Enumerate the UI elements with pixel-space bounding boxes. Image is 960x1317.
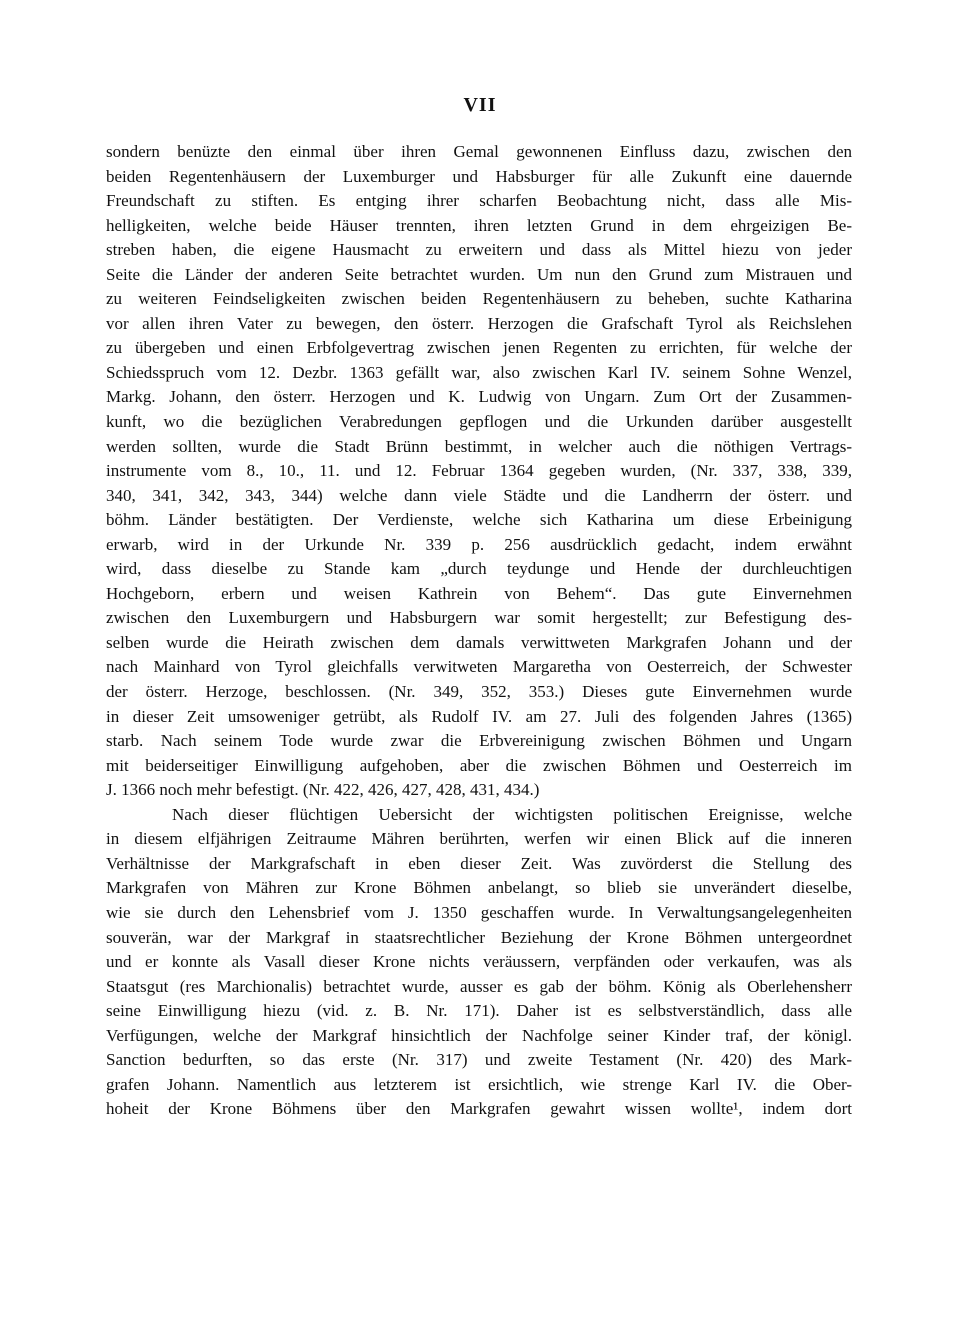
text-line: souverän, war der Markgraf in staatsrechtlicher Beziehung der Krone Böhmen untergeordnet bbox=[106, 927, 852, 947]
text-line: Hochgeborn, erbern und weisen Kathrein von Behem“. Das gute Einvernehmen bbox=[106, 583, 852, 603]
text-line: wie sie durch den Lehensbrief vom J. 1350 geschaffen wurde. In Verwaltungsangelegenheiten bbox=[106, 902, 852, 922]
text-line: Sanction bedurften, so das erste (Nr. 317) und zweite Testament (Nr. 420) des Mark- bbox=[106, 1050, 852, 1070]
text-line: Verfügungen, welche der Markgraf hinsichtlich der Nachfolge seiner Kinder traf, der königl. bbox=[106, 1025, 852, 1045]
text-line: hoheit der Krone Böhmens über den Markgrafen gewahrt wissen wollte¹, indem dort bbox=[106, 1099, 852, 1119]
text-line: Seite die Länder der anderen Seite betrachtet wurden. Um nun den Grund zum Mistrauen und bbox=[106, 264, 852, 284]
text-line: Markgrafen von Mähren zur Krone Böhmen anbelangt, so blieb sie unverändert dieselbe, bbox=[106, 878, 852, 898]
text-line: streben haben, die eigene Hausmacht zu erweitern und dass als Mittel hiezu von jeder bbox=[106, 240, 852, 260]
text-line: Markg. Johann, den österr. Herzogen und K. Ludwig von Ungarn. Zum Ort der Zusammen- bbox=[106, 387, 852, 407]
text-line: der österr. Herzoge, beschlossen. (Nr. 349, 352, 353.) Dieses gute Einvernehmen wurde bbox=[106, 682, 852, 702]
text-line: Freundschaft zu stiften. Es entging ihrer scharfen Beobachtung nicht, dass alle Mis- bbox=[106, 191, 852, 211]
text-line: seine Einwilligung hiezu (vid. z. B. Nr. 171). Daher ist es selbstverständlich, dass alle bbox=[106, 1001, 852, 1021]
text-line: Staatsgut (res Marchionalis) betrachtet wurde, ausser es gab der böhm. König als Oberlehensherr bbox=[106, 976, 852, 996]
text-line: kunft, wo die bezüglichen Verabredungen gepflogen und die Urkunden darüber ausgestellt bbox=[106, 412, 852, 432]
text-line: selben wurde die Heirath zwischen dem damals verwittweten Markgrafen Johann und der bbox=[106, 632, 852, 652]
page-number: VII bbox=[463, 94, 497, 116]
text-line: und er konnte als Vasall dieser Krone nichts veräussern, verpfänden oder verkaufen, was als bbox=[106, 952, 852, 972]
body-text bbox=[106, 140, 852, 1122]
text-line: J. 1366 noch mehr befestigt. (Nr. 422, 426, 427, 428, 431, 434.) bbox=[106, 780, 540, 800]
text-line: werden sollten, wurde die Stadt Brünn bestimmt, in welcher auch die nöthigen Vertrags- bbox=[106, 436, 852, 456]
text-line: in dieser Zeit umsoweniger getrübt, als Rudolf IV. am 27. Juli des folgenden Jahres (1365) bbox=[106, 706, 852, 726]
text-line: zu übergeben und einen Erbfolgevertrag zwischen jenen Regenten zu errichten, für welche der bbox=[106, 338, 852, 358]
text-line: instrumente vom 8., 10., 11. und 12. Februar 1364 gegeben wurden, (Nr. 337, 338, 339, bbox=[106, 461, 852, 481]
text-line: wird, dass dieselbe zu Stande kam „durch teydunge und Hende der durchleuchtigen bbox=[106, 559, 852, 579]
text-line: beiden Regentenhäusern der Luxemburger und Habsburger für alle Zukunft eine dauernde bbox=[106, 166, 852, 186]
text-line: erwarb, wird in der Urkunde Nr. 339 p. 256 ausdrücklich gedacht, indem erwähnt bbox=[106, 534, 852, 554]
text-line: vor allen ihren Vater zu bewegen, den österr. Herzogen die Grafschaft Tyrol als Reichslehen bbox=[106, 313, 852, 333]
text-line: nach Mainhard von Tyrol gleichfalls verwitweten Margaretha von Oesterreich, der Schwester bbox=[106, 657, 852, 677]
text-line: mit beiderseitiger Einwilligung aufgehoben, aber die zwischen Böhmen und Oesterreich im bbox=[106, 755, 852, 775]
text-line: zu weiteren Feindseligkeiten zwischen beiden Regentenhäusern zu beheben, suchte Katharina bbox=[106, 289, 852, 309]
text-line: sondern benüzte den einmal über ihren Gemal gewonnenen Einfluss dazu, zwischen den bbox=[106, 142, 852, 161]
text-line: Schiedsspruch vom 12. Dezbr. 1363 gefällt war, also zwischen Karl IV. seinem Sohne Wenzel, bbox=[106, 362, 852, 382]
text-line: Nach dieser flüchtigen Uebersicht der wichtigsten politischen Ereignisse, welche bbox=[172, 804, 852, 824]
text-line: böhm. Länder bestätigten. Der Verdienste, welche sich Katharina um diese Erbeinigung bbox=[106, 510, 852, 530]
text-line: starb. Nach seinem Tode wurde zwar die Erbvereinigung zwischen Böhmen und Ungarn bbox=[106, 731, 852, 751]
text-line: in diesem elfjährigen Zeitraume Mähren berührten, werfen wir einen Blick auf die inneren bbox=[106, 829, 852, 849]
text-line: helligkeiten, welche beide Häuser trennten, ihren letzten Grund in dem ehrgeizigen Be- bbox=[106, 215, 852, 235]
text-line: 340, 341, 342, 343, 344) welche dann viele Städte und die Landherrn der österr. und bbox=[106, 485, 852, 505]
text-line: Verhältnisse der Markgrafschaft in eben dieser Zeit. Was zuvörderst die Stellung des bbox=[106, 853, 852, 873]
text-line: zwischen den Luxemburgern und Habsburgern war somit hergestellt; zur Befestigung des- bbox=[106, 608, 852, 628]
text-line: grafen Johann. Namentlich aus letzterem ist ersichtlich, wie strenge Karl IV. die Ober- bbox=[106, 1074, 852, 1094]
